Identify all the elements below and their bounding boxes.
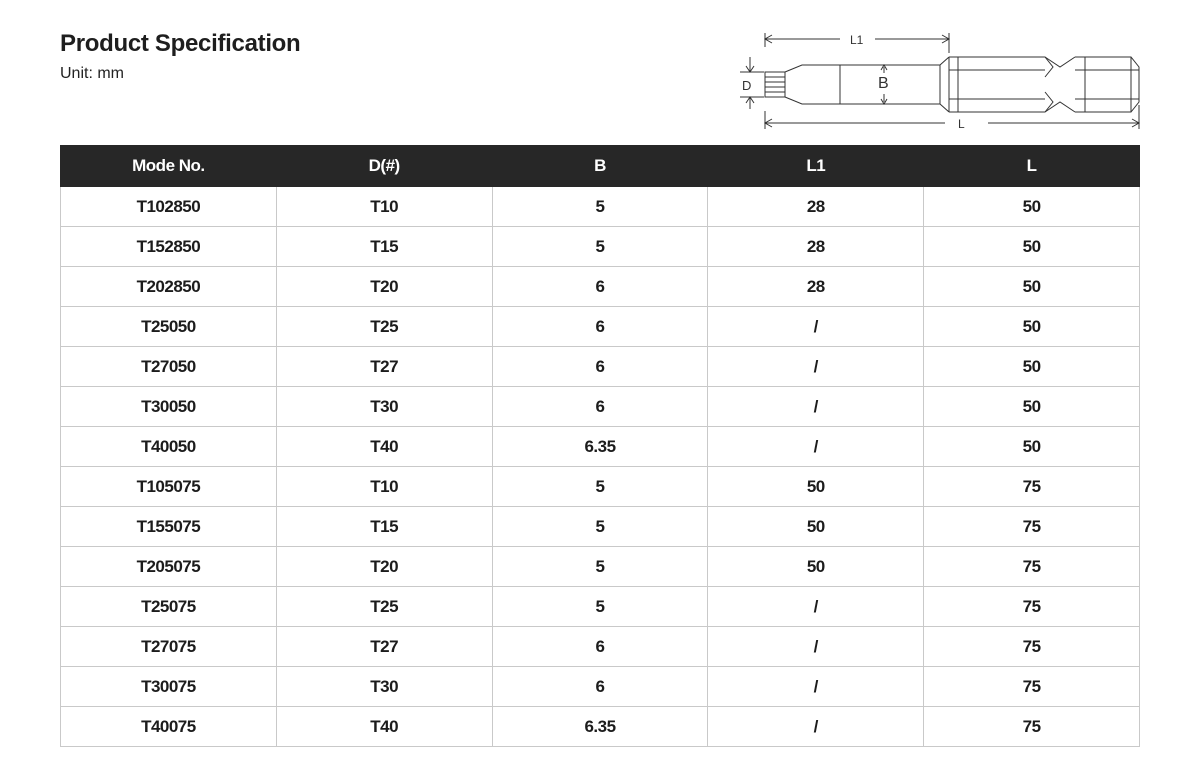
b-cell: 6 <box>492 267 708 307</box>
diagram-label-l1: L1 <box>850 33 864 47</box>
l1-cell: 28 <box>708 267 924 307</box>
column-header-d: D(#) <box>276 146 492 187</box>
b-cell: 6 <box>492 387 708 427</box>
b-cell: 6 <box>492 627 708 667</box>
table-row <box>61 387 1140 427</box>
d-cell: T20 <box>276 267 492 307</box>
column-header-b: B <box>492 146 708 187</box>
d-cell: T30 <box>276 667 492 707</box>
l1-cell: 50 <box>708 507 924 547</box>
diagram-label-l: L <box>958 117 965 131</box>
table-row <box>61 427 1140 467</box>
d-cell: T40 <box>276 427 492 467</box>
table-row <box>61 627 1140 667</box>
d-cell: T15 <box>276 507 492 547</box>
b-cell: 5 <box>492 467 708 507</box>
l1-cell: / <box>708 707 924 747</box>
l1-cell: / <box>708 307 924 347</box>
diagram-label-b: B <box>878 75 889 92</box>
l1-cell: / <box>708 387 924 427</box>
d-cell: T15 <box>276 227 492 267</box>
d-cell: T25 <box>276 307 492 347</box>
model-cell: T40050 <box>61 427 277 467</box>
l-cell: 75 <box>924 467 1140 507</box>
l1-cell: 28 <box>708 227 924 267</box>
table-header-row <box>61 146 1140 187</box>
l1-cell: 50 <box>708 467 924 507</box>
b-cell: 5 <box>492 187 708 227</box>
l1-cell: / <box>708 627 924 667</box>
b-cell: 6 <box>492 667 708 707</box>
l-cell: 75 <box>924 587 1140 627</box>
l1-cell: 50 <box>708 547 924 587</box>
b-cell: 5 <box>492 227 708 267</box>
table-row <box>61 267 1140 307</box>
d-cell: T30 <box>276 387 492 427</box>
l1-cell: 28 <box>708 187 924 227</box>
table-row <box>61 347 1140 387</box>
l-cell: 50 <box>924 307 1140 347</box>
model-cell: T30075 <box>61 667 277 707</box>
table-row <box>61 707 1140 747</box>
b-cell: 6.35 <box>492 707 708 747</box>
l-cell: 75 <box>924 667 1140 707</box>
table-row <box>61 667 1140 707</box>
d-cell: T10 <box>276 187 492 227</box>
table-body <box>61 187 1140 747</box>
table-row <box>61 547 1140 587</box>
d-cell: T10 <box>276 467 492 507</box>
table-row <box>61 507 1140 547</box>
column-header-l1: L1 <box>708 146 924 187</box>
l-cell: 75 <box>924 547 1140 587</box>
model-cell: T155075 <box>61 507 277 547</box>
table-row <box>61 187 1140 227</box>
model-cell: T30050 <box>61 387 277 427</box>
l-cell: 50 <box>924 427 1140 467</box>
model-cell: T40075 <box>61 707 277 747</box>
l1-cell: / <box>708 587 924 627</box>
l-cell: 50 <box>924 267 1140 307</box>
page-title: Product Specification <box>60 30 301 57</box>
l-cell: 75 <box>924 507 1140 547</box>
model-cell: T25050 <box>61 307 277 347</box>
model-cell: T27075 <box>61 627 277 667</box>
table-row <box>61 587 1140 627</box>
d-cell: T25 <box>276 587 492 627</box>
l-cell: 75 <box>924 707 1140 747</box>
l-cell: 50 <box>924 347 1140 387</box>
model-cell: T105075 <box>61 467 277 507</box>
model-cell: T205075 <box>61 547 277 587</box>
l-cell: 50 <box>924 387 1140 427</box>
column-header-l: L <box>924 146 1140 187</box>
table-row <box>61 467 1140 507</box>
b-cell: 5 <box>492 507 708 547</box>
d-cell: T20 <box>276 547 492 587</box>
column-header-model: Mode No. <box>61 146 277 187</box>
model-cell: T152850 <box>61 227 277 267</box>
l1-cell: / <box>708 347 924 387</box>
model-cell: T27050 <box>61 347 277 387</box>
l-cell: 50 <box>924 187 1140 227</box>
specification-table <box>60 145 1140 747</box>
d-cell: T27 <box>276 627 492 667</box>
unit-label: Unit: mm <box>60 65 124 82</box>
model-cell: T102850 <box>61 187 277 227</box>
d-cell: T40 <box>276 707 492 747</box>
table-row <box>61 307 1140 347</box>
table-row <box>61 227 1140 267</box>
b-cell: 5 <box>492 587 708 627</box>
b-cell: 5 <box>492 547 708 587</box>
model-cell: T202850 <box>61 267 277 307</box>
model-cell: T25075 <box>61 587 277 627</box>
b-cell: 6 <box>492 307 708 347</box>
diagram-label-d: D <box>742 78 752 93</box>
b-cell: 6 <box>492 347 708 387</box>
l-cell: 50 <box>924 227 1140 267</box>
screwdriver-bit-diagram <box>730 25 1150 135</box>
d-cell: T27 <box>276 347 492 387</box>
b-cell: 6.35 <box>492 427 708 467</box>
l-cell: 75 <box>924 627 1140 667</box>
l1-cell: / <box>708 427 924 467</box>
l1-cell: / <box>708 667 924 707</box>
